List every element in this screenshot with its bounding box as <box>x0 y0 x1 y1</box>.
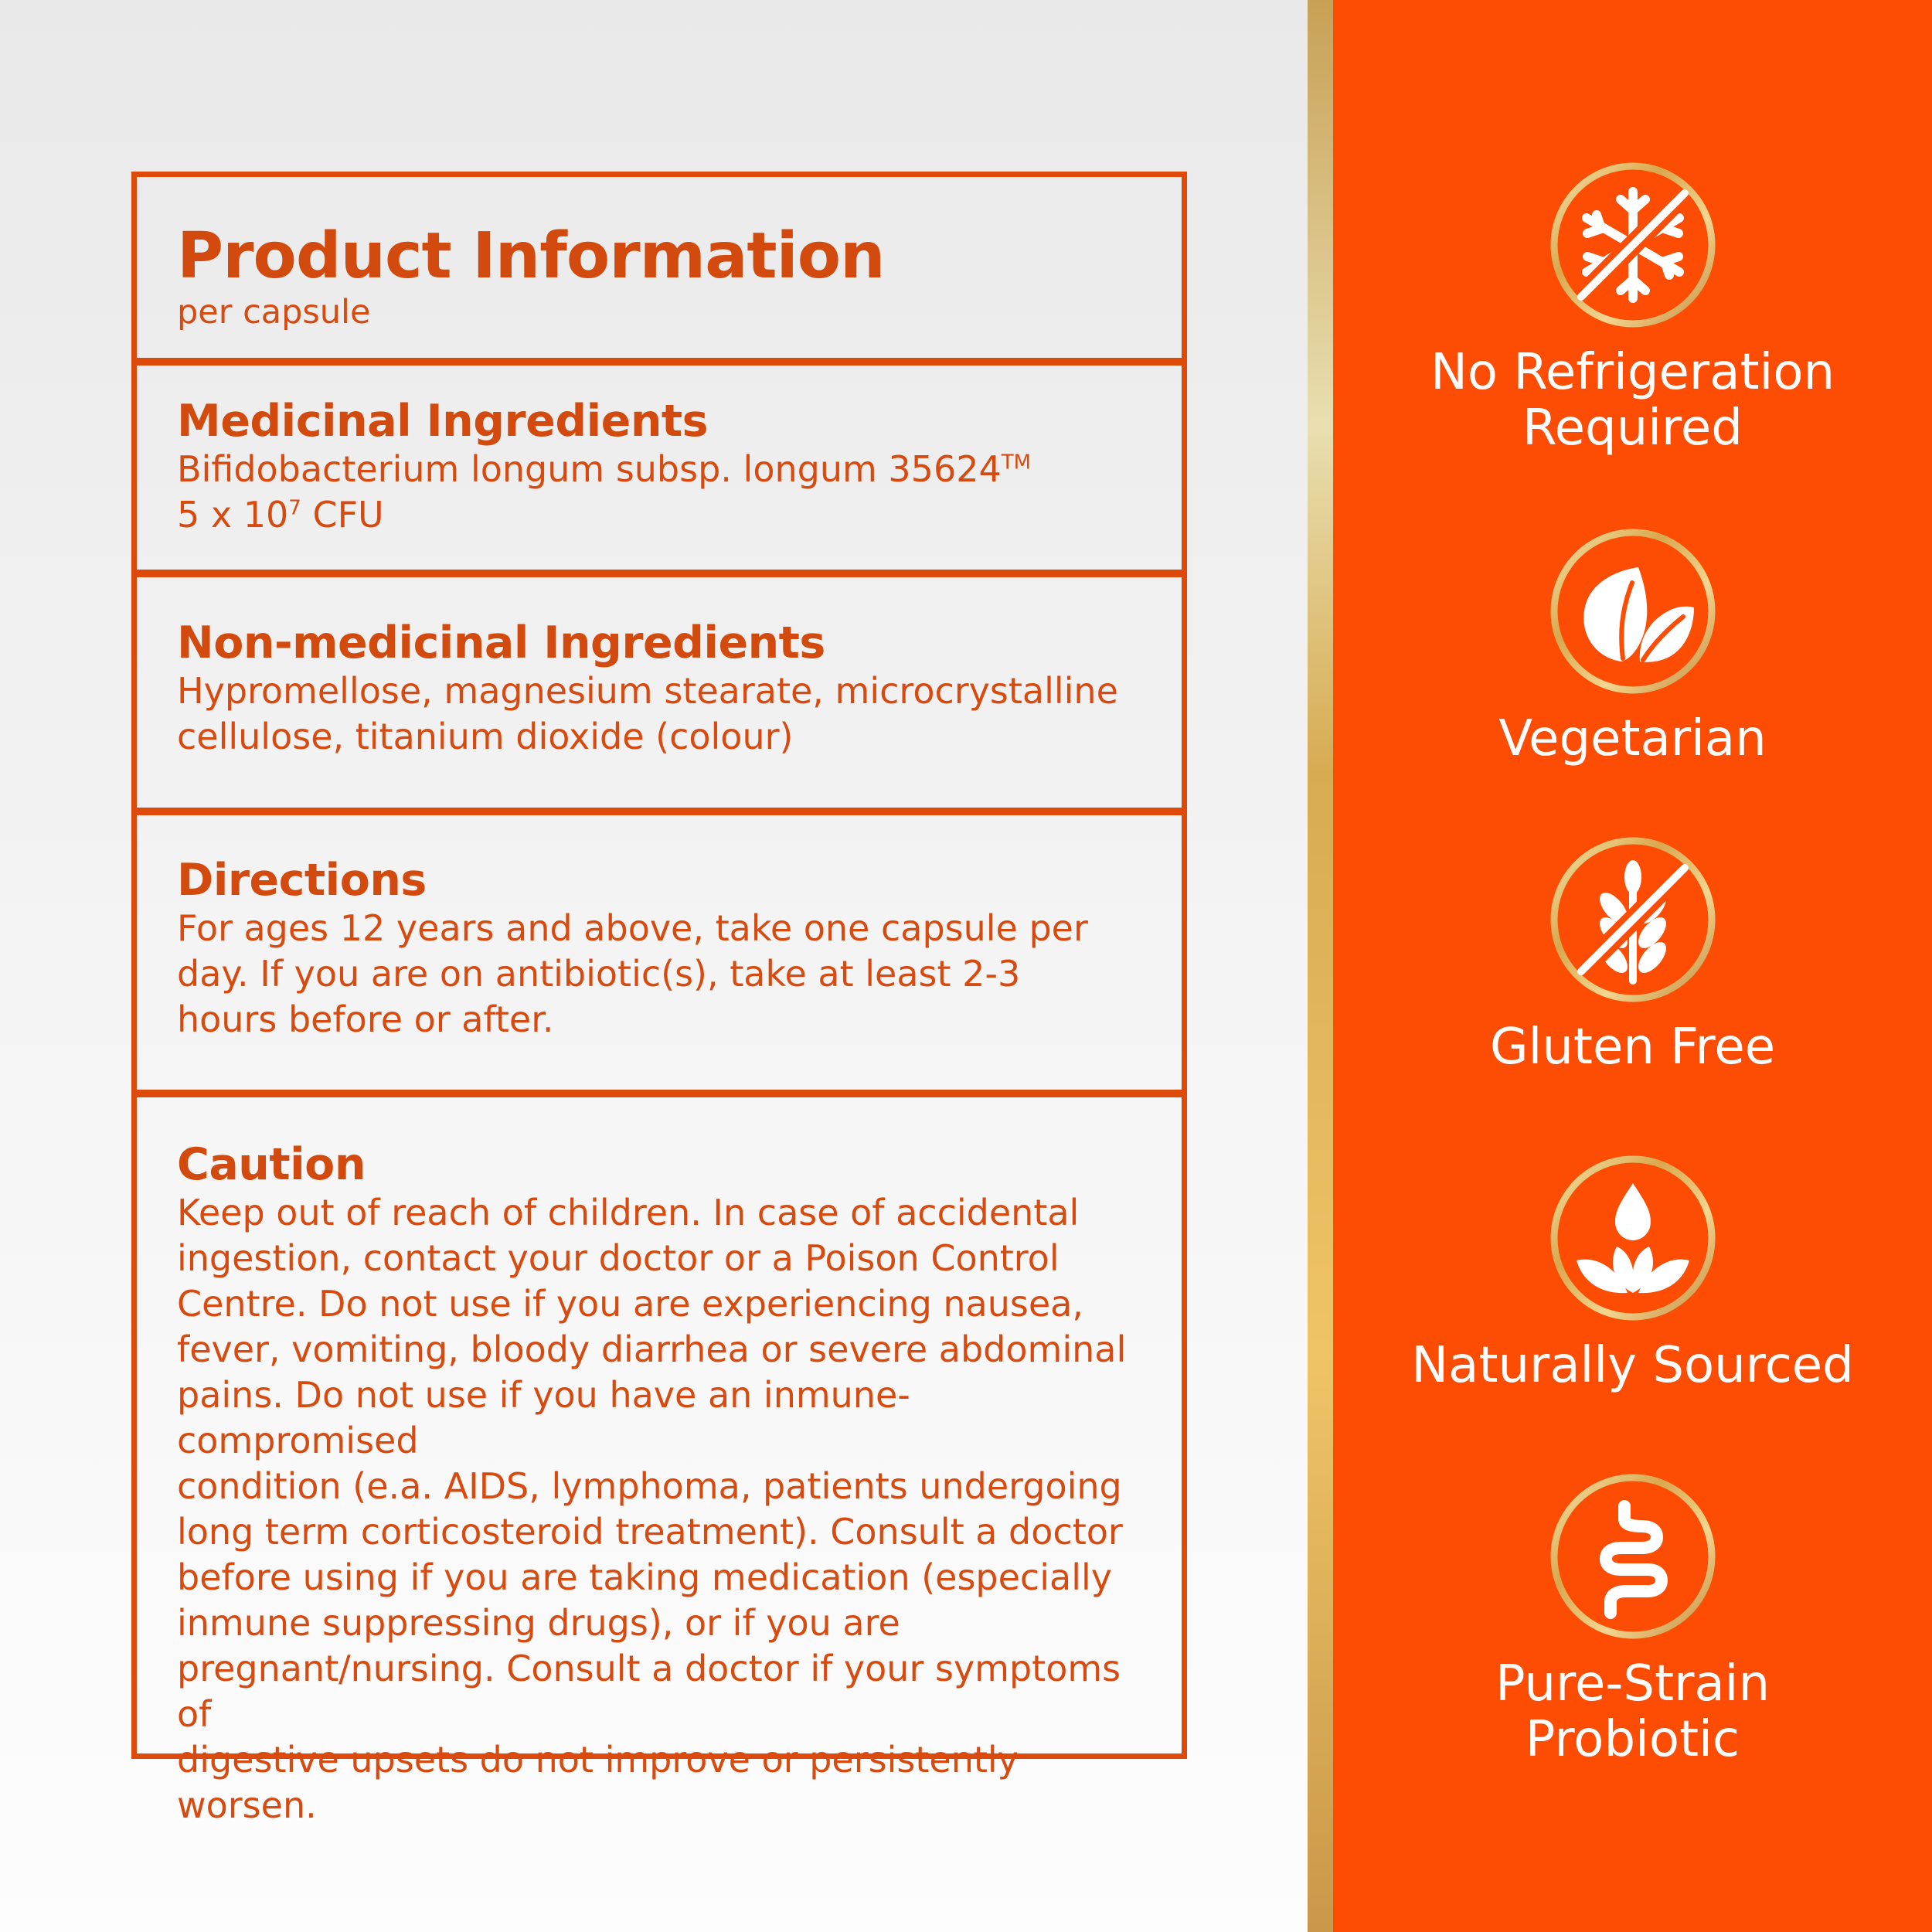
badge-gluten-free <box>1333 834 1932 1075</box>
divider <box>137 358 1182 366</box>
badge-label-line: Naturally Sourced <box>1411 1337 1854 1394</box>
trademark: TM <box>1001 451 1032 474</box>
caution-line: pains. Do not use if you have an inmune-compromised <box>177 1374 910 1461</box>
badge-label-line: Pure-Strain <box>1495 1655 1770 1713</box>
product-info-box <box>131 172 1187 1826</box>
badge-label-line: Probiotic <box>1525 1711 1740 1768</box>
no-snowflake-icon <box>1547 159 1719 331</box>
directions-line: For ages 12 years and above, take one capsule per <box>177 907 1088 949</box>
divider <box>137 570 1182 577</box>
nonmedicinal-heading: Non-medicinal Ingredients <box>177 617 825 668</box>
caution-section <box>137 1139 1182 1828</box>
medicinal-line-2 <box>177 492 1141 538</box>
caution-line: long term corticosteroid treatment). Consult a doctor <box>177 1511 1123 1553</box>
caution-line: pregnant/nursing. Consult a doctor if your symptoms of <box>177 1648 1121 1735</box>
caution-line: Centre. Do not use if you are experiencing nausea, <box>177 1283 1083 1325</box>
caution-line: inmune suppressing drugs), or if you are <box>177 1602 900 1644</box>
badge-label-line: Required <box>1522 400 1743 457</box>
medicinal-heading: Medicinal Ingredients <box>177 396 709 447</box>
badge-label <box>1333 1019 1932 1075</box>
divider <box>137 808 1182 815</box>
no-wheat-icon <box>1547 834 1719 1005</box>
medicinal-section <box>137 396 1182 538</box>
directions-section <box>137 855 1182 1043</box>
drop-plant-icon <box>1547 1152 1719 1324</box>
badge-label-line: Vegetarian <box>1498 710 1767 767</box>
caution-heading: Caution <box>177 1139 366 1190</box>
caution-line: before using if you are taking medication (especially <box>177 1556 1112 1598</box>
divider <box>137 1090 1182 1097</box>
caution-line: digestive upsets do not improve or persistently worsen. <box>177 1739 1019 1826</box>
directions-heading: Directions <box>177 855 427 906</box>
directions-line: day. If you are on antibiotic(s), take at least 2-3 <box>177 953 1021 995</box>
nonmedicinal-line: Hypromellose, magnesium stearate, microcrystalline <box>177 670 1118 712</box>
badge-label <box>1333 345 1932 456</box>
nonmedicinal-line: cellulose, titanium dioxide (colour) <box>177 716 794 757</box>
directions-line: hours before or after. <box>177 998 554 1040</box>
caution-line: condition (e.a. AIDS, lymphoma, patients undergoing <box>177 1465 1122 1507</box>
cfu-unit: CFU <box>301 494 384 536</box>
badge-pure-strain <box>1333 1471 1932 1767</box>
badge-label-line: No Refrigeration <box>1430 344 1835 401</box>
header-section <box>137 219 1182 331</box>
badge-naturally-sourced <box>1333 1152 1932 1393</box>
cfu-base: 5 x 10 <box>177 494 289 536</box>
cfu-exponent: 7 <box>288 496 301 520</box>
badge-vegetarian <box>1333 526 1932 767</box>
badge-label-line: Gluten Free <box>1489 1019 1776 1076</box>
medicinal-strain: Bifidobacterium longum subsp. longum 35624 <box>177 448 1002 490</box>
caution-line: fever, vomiting, bloody diarrhea or severe abdominal <box>177 1328 1127 1370</box>
medicinal-line-1 <box>177 447 1141 492</box>
caution-line: Keep out of reach of children. In case of accidental <box>177 1192 1080 1233</box>
badge-label <box>1333 1656 1932 1767</box>
badge-no-refrigeration <box>1333 159 1932 456</box>
leaf-icon <box>1547 526 1719 697</box>
caution-line: ingestion, contact your doctor or a Poison Control <box>177 1237 1060 1279</box>
gold-stripe <box>1308 0 1333 1932</box>
badge-label <box>1333 711 1932 767</box>
page-subtitle: per capsule <box>177 293 371 332</box>
badge-label <box>1333 1338 1932 1393</box>
nonmedicinal-section <box>137 617 1182 760</box>
intestine-icon <box>1547 1471 1719 1642</box>
page-title: Product Information <box>177 219 885 293</box>
